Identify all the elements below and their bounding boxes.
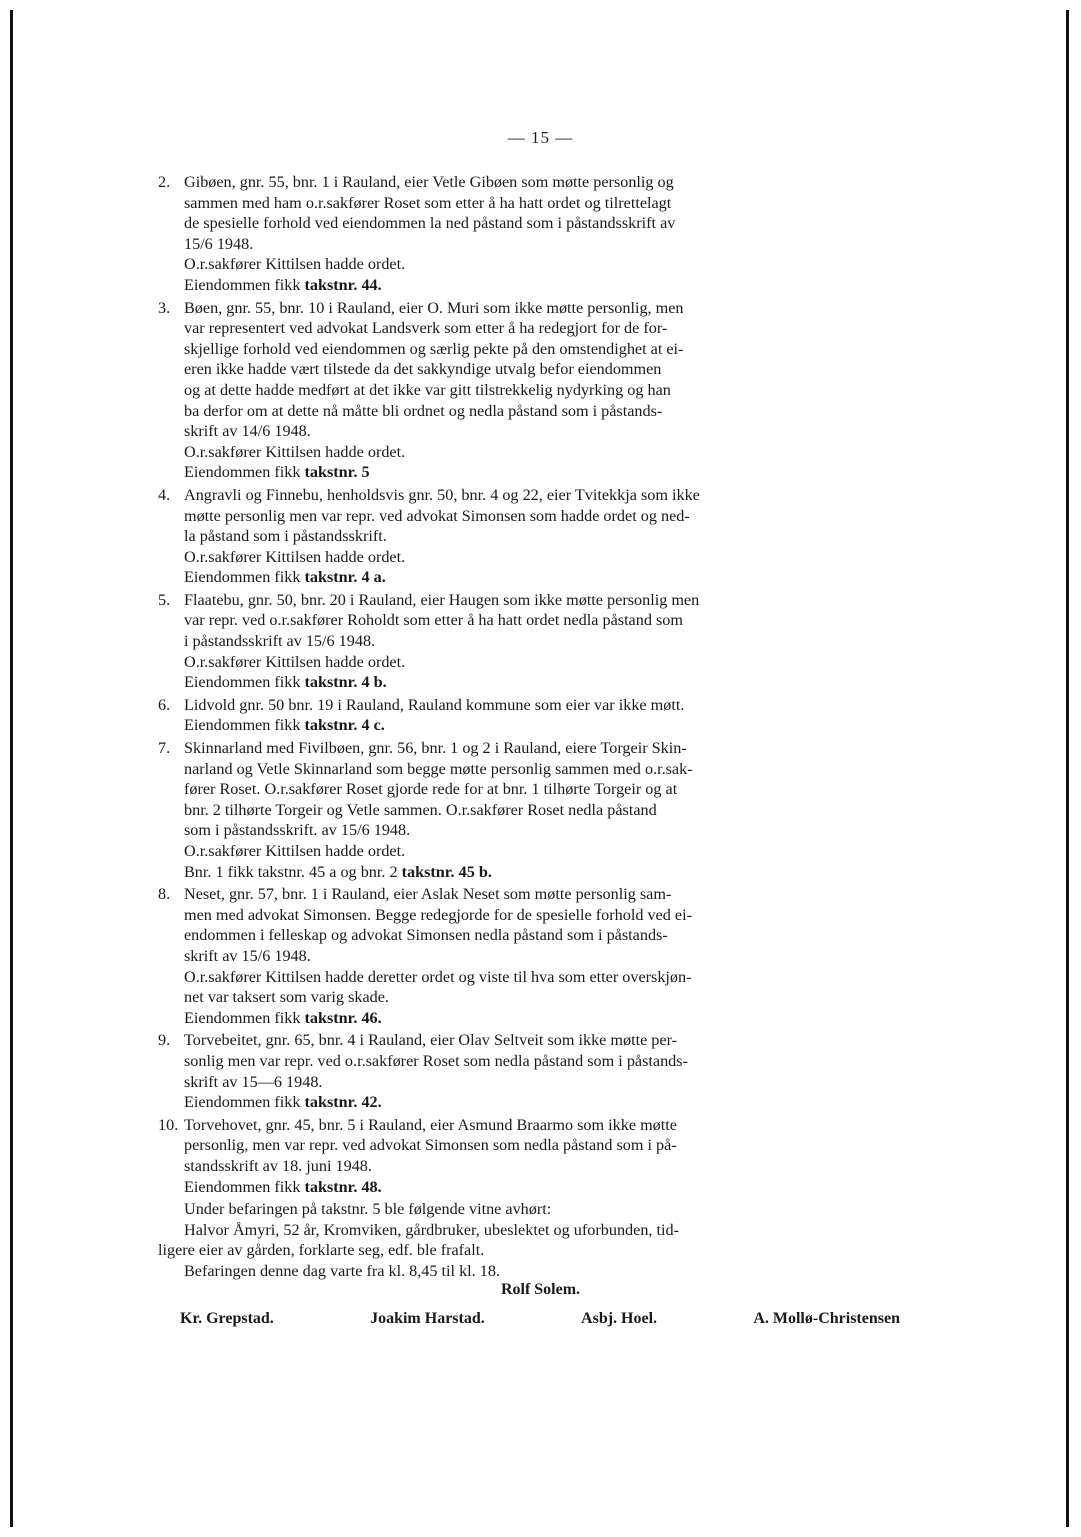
- property-entry: [158, 1030, 908, 1112]
- entry-result: [184, 567, 908, 588]
- entry-line: møtte personlig men var repr. ved advokat Simonsen som hadde ordet og ned-: [184, 506, 690, 525]
- entry-number: 6.: [158, 695, 171, 714]
- witness-statement-cont: ligere eier av gården, forklarte seg, edf. ble frafalt.: [158, 1241, 485, 1260]
- entry-line: som i påstandsskrift. av 15/6 1948.: [184, 821, 411, 840]
- property-entry: [158, 298, 908, 483]
- takst-number: takstnr. 46.: [304, 1008, 382, 1027]
- takst-number: takstnr. 48.: [304, 1177, 382, 1196]
- takst-number: takstnr. 42.: [304, 1093, 382, 1112]
- entry-result: [184, 715, 908, 736]
- entry-line: fører Roset. O.r.sakfører Roset gjorde rede for at bnr. 1 tilhørte Torgeir og at: [184, 780, 678, 799]
- entry-line: skrift av 15—6 1948.: [184, 1072, 323, 1091]
- property-entry: [158, 695, 908, 736]
- page-number: — 15 —: [507, 128, 574, 147]
- entry-line: personlig, men var repr. ved advokat Simonsen som nedla påstand som i på-: [184, 1136, 677, 1155]
- result-text: Eiendommen fikk: [184, 568, 305, 587]
- entry-line: Gibøen, gnr. 55, bnr. 1 i Rauland, eier Vetle Gibøen som møtte personlig og: [184, 173, 674, 191]
- result-text: Eiendommen fikk: [184, 1177, 305, 1196]
- property-entry: [158, 590, 908, 693]
- result-text: Eiendommen fikk: [184, 1093, 305, 1112]
- result-text: Eiendommen fikk: [184, 275, 305, 294]
- entry-line: Lidvold gnr. 50 bnr. 19 i Rauland, Rauland kommune som eier var ikke møtt.: [184, 695, 685, 714]
- signature: Joakim Harstad.: [370, 1310, 485, 1327]
- entry-line: og at dette hadde medført at det ikke var gitt tilstrekkelig nydyrking og han: [184, 380, 671, 399]
- entry-line: de spesielle forhold ved eiendommen la ned påstand som i påstandsskrift av: [184, 214, 676, 233]
- entry-number: 5.: [158, 590, 171, 609]
- entry-line: O.r.sakfører Kittilsen hadde ordet.: [184, 547, 406, 566]
- entry-line: Skinnarland med Fivilbøen, gnr. 56, bnr. 1 og 2 i Rauland, eiere Torgeir Skin-: [184, 739, 687, 758]
- entry-line: net var taksert som varig skade.: [184, 988, 389, 1007]
- takst-number: takstnr. 44.: [304, 275, 382, 294]
- witness-section: [158, 1199, 908, 1281]
- entry-number: 7.: [158, 739, 171, 758]
- entry-line: narland og Vetle Skinnarland som begge møtte personlig sammen med o.r.sak-: [184, 759, 693, 778]
- result-text: Bnr. 1 fikk takstnr. 45 a og bnr. 2: [184, 862, 402, 881]
- entry-line: O.r.sakfører Kittilsen hadde ordet.: [184, 442, 406, 461]
- signature-row: [180, 1310, 900, 1328]
- entry-result: [184, 275, 908, 296]
- property-entry: [158, 884, 908, 1028]
- property-entry: [158, 1115, 908, 1197]
- entry-list: [158, 172, 908, 1197]
- entry-line: skrift av 15/6 1948.: [184, 946, 311, 965]
- entry-line: eren ikke hadde vært tilstede da det sakkyndige utvalg befor eiendommen: [184, 360, 662, 379]
- entry-line: standsskrift av 18. juni 1948.: [184, 1156, 372, 1175]
- entry-line: men med advokat Simonsen. Begge redegjorde for de spesielle forhold ved ei-: [184, 905, 692, 924]
- result-text: Eiendommen fikk: [184, 673, 305, 692]
- witness-statement: Halvor Åmyri, 52 år, Kromviken, gårdbruker, ubeslektet og uforbunden, tid-: [184, 1220, 679, 1239]
- entry-number: 3.: [158, 298, 171, 317]
- entry-line: skjellige forhold ved eiendommen og særlig pekte på den omstendighet at ei-: [184, 339, 684, 358]
- entry-result: [184, 1092, 908, 1113]
- entry-number: 9.: [158, 1031, 171, 1050]
- entry-result: [184, 462, 908, 483]
- entry-line: Bøen, gnr. 55, bnr. 10 i Rauland, eier O. Muri som ikke møtte personlig, men: [184, 298, 684, 317]
- document-body: [158, 172, 908, 1281]
- signature: A. Mollø-Christensen: [753, 1310, 900, 1327]
- entry-result: [184, 862, 908, 883]
- entry-line: ba derfor om at dette nå måtte bli ordnet og nedla påstand som i påstands-: [184, 401, 663, 420]
- takst-number: takstnr. 4 a.: [304, 568, 386, 587]
- entry-line: sammen med ham o.r.sakfører Roset som etter å ha hatt ordet og tilrettelagt: [184, 193, 672, 212]
- entry-line: var representert ved advokat Landsverk som etter å ha redegjort for de for-: [184, 319, 668, 338]
- entry-result: [184, 1008, 908, 1029]
- entry-line: Neset, gnr. 57, bnr. 1 i Rauland, eier Aslak Neset som møtte personlig sam-: [184, 885, 672, 904]
- entry-line: Flaatebu, gnr. 50, bnr. 20 i Rauland, eier Haugen som ikke møtte personlig men: [184, 590, 700, 609]
- entry-line: O.r.sakfører Kittilsen hadde ordet.: [184, 652, 406, 671]
- entry-line: var repr. ved o.r.sakfører Roholdt som etter å ha hatt ordet nedla påstand som: [184, 611, 683, 630]
- entry-number: 2.: [158, 173, 171, 191]
- entry-result: [184, 672, 908, 693]
- entry-line: O.r.sakfører Kittilsen hadde ordet.: [184, 842, 406, 860]
- signature: Kr. Grepstad.: [180, 1310, 274, 1327]
- entry-number: 10.: [158, 1115, 179, 1134]
- result-text: Eiendommen fikk: [184, 716, 305, 735]
- entry-line: 15/6 1948.: [184, 234, 254, 253]
- property-entry: [158, 485, 908, 588]
- witness-intro: Under befaringen på takstnr. 5 ble følgende vitne avhørt:: [184, 1200, 552, 1219]
- signature: Asbj. Hoel.: [581, 1310, 658, 1327]
- entry-line: sonlig men var repr. ved o.r.sakfører Roset som nedla påstand som i påstands-: [184, 1051, 688, 1070]
- entry-line: Torvebeitet, gnr. 65, bnr. 4 i Rauland, eier Olav Seltveit som ikke møtte per-: [184, 1031, 678, 1050]
- property-entry: [158, 738, 908, 882]
- entry-number: 8.: [158, 885, 171, 904]
- entry-line: O.r.sakfører Kittilsen hadde ordet.: [184, 255, 406, 274]
- result-text: Eiendommen fikk: [184, 463, 305, 482]
- chair-signature: Rolf Solem.: [500, 1281, 581, 1298]
- entry-line: i påstandsskrift av 15/6 1948.: [184, 632, 376, 651]
- entry-line: O.r.sakfører Kittilsen hadde deretter ordet og viste til hva som etter overskjøn-: [184, 967, 692, 986]
- entry-line: endommen i felleskap og advokat Simonsen nedla påstand som i påstands-: [184, 926, 668, 945]
- entry-line: skrift av 14/6 1948.: [184, 422, 311, 441]
- entry-line: Angravli og Finnebu, henholdsvis gnr. 50, bnr. 4 og 22, eier Tvitekkja som ikke: [184, 485, 700, 504]
- takst-number: takstnr. 5: [304, 463, 370, 482]
- takst-number: takstnr. 4 c.: [304, 716, 385, 735]
- entry-line: la påstand som i påstandsskrift.: [184, 527, 387, 546]
- property-entry: [158, 172, 908, 296]
- entry-line: bnr. 2 tilhørte Torgeir og Vetle sammen. O.r.sakfører Roset nedla påstand: [184, 800, 657, 819]
- entry-line: Torvehovet, gnr. 45, bnr. 5 i Rauland, eier Asmund Braarmo som ikke møtte: [184, 1115, 677, 1134]
- takst-number: takstnr. 45 b.: [401, 862, 492, 881]
- entry-result: [184, 1177, 908, 1198]
- result-text: Eiendommen fikk: [184, 1008, 305, 1027]
- entry-number: 4.: [158, 485, 171, 504]
- inspection-duration: Befaringen denne dag varte fra kl. 8,45 til kl. 18.: [184, 1261, 501, 1280]
- takst-number: takstnr. 4 b.: [304, 673, 387, 692]
